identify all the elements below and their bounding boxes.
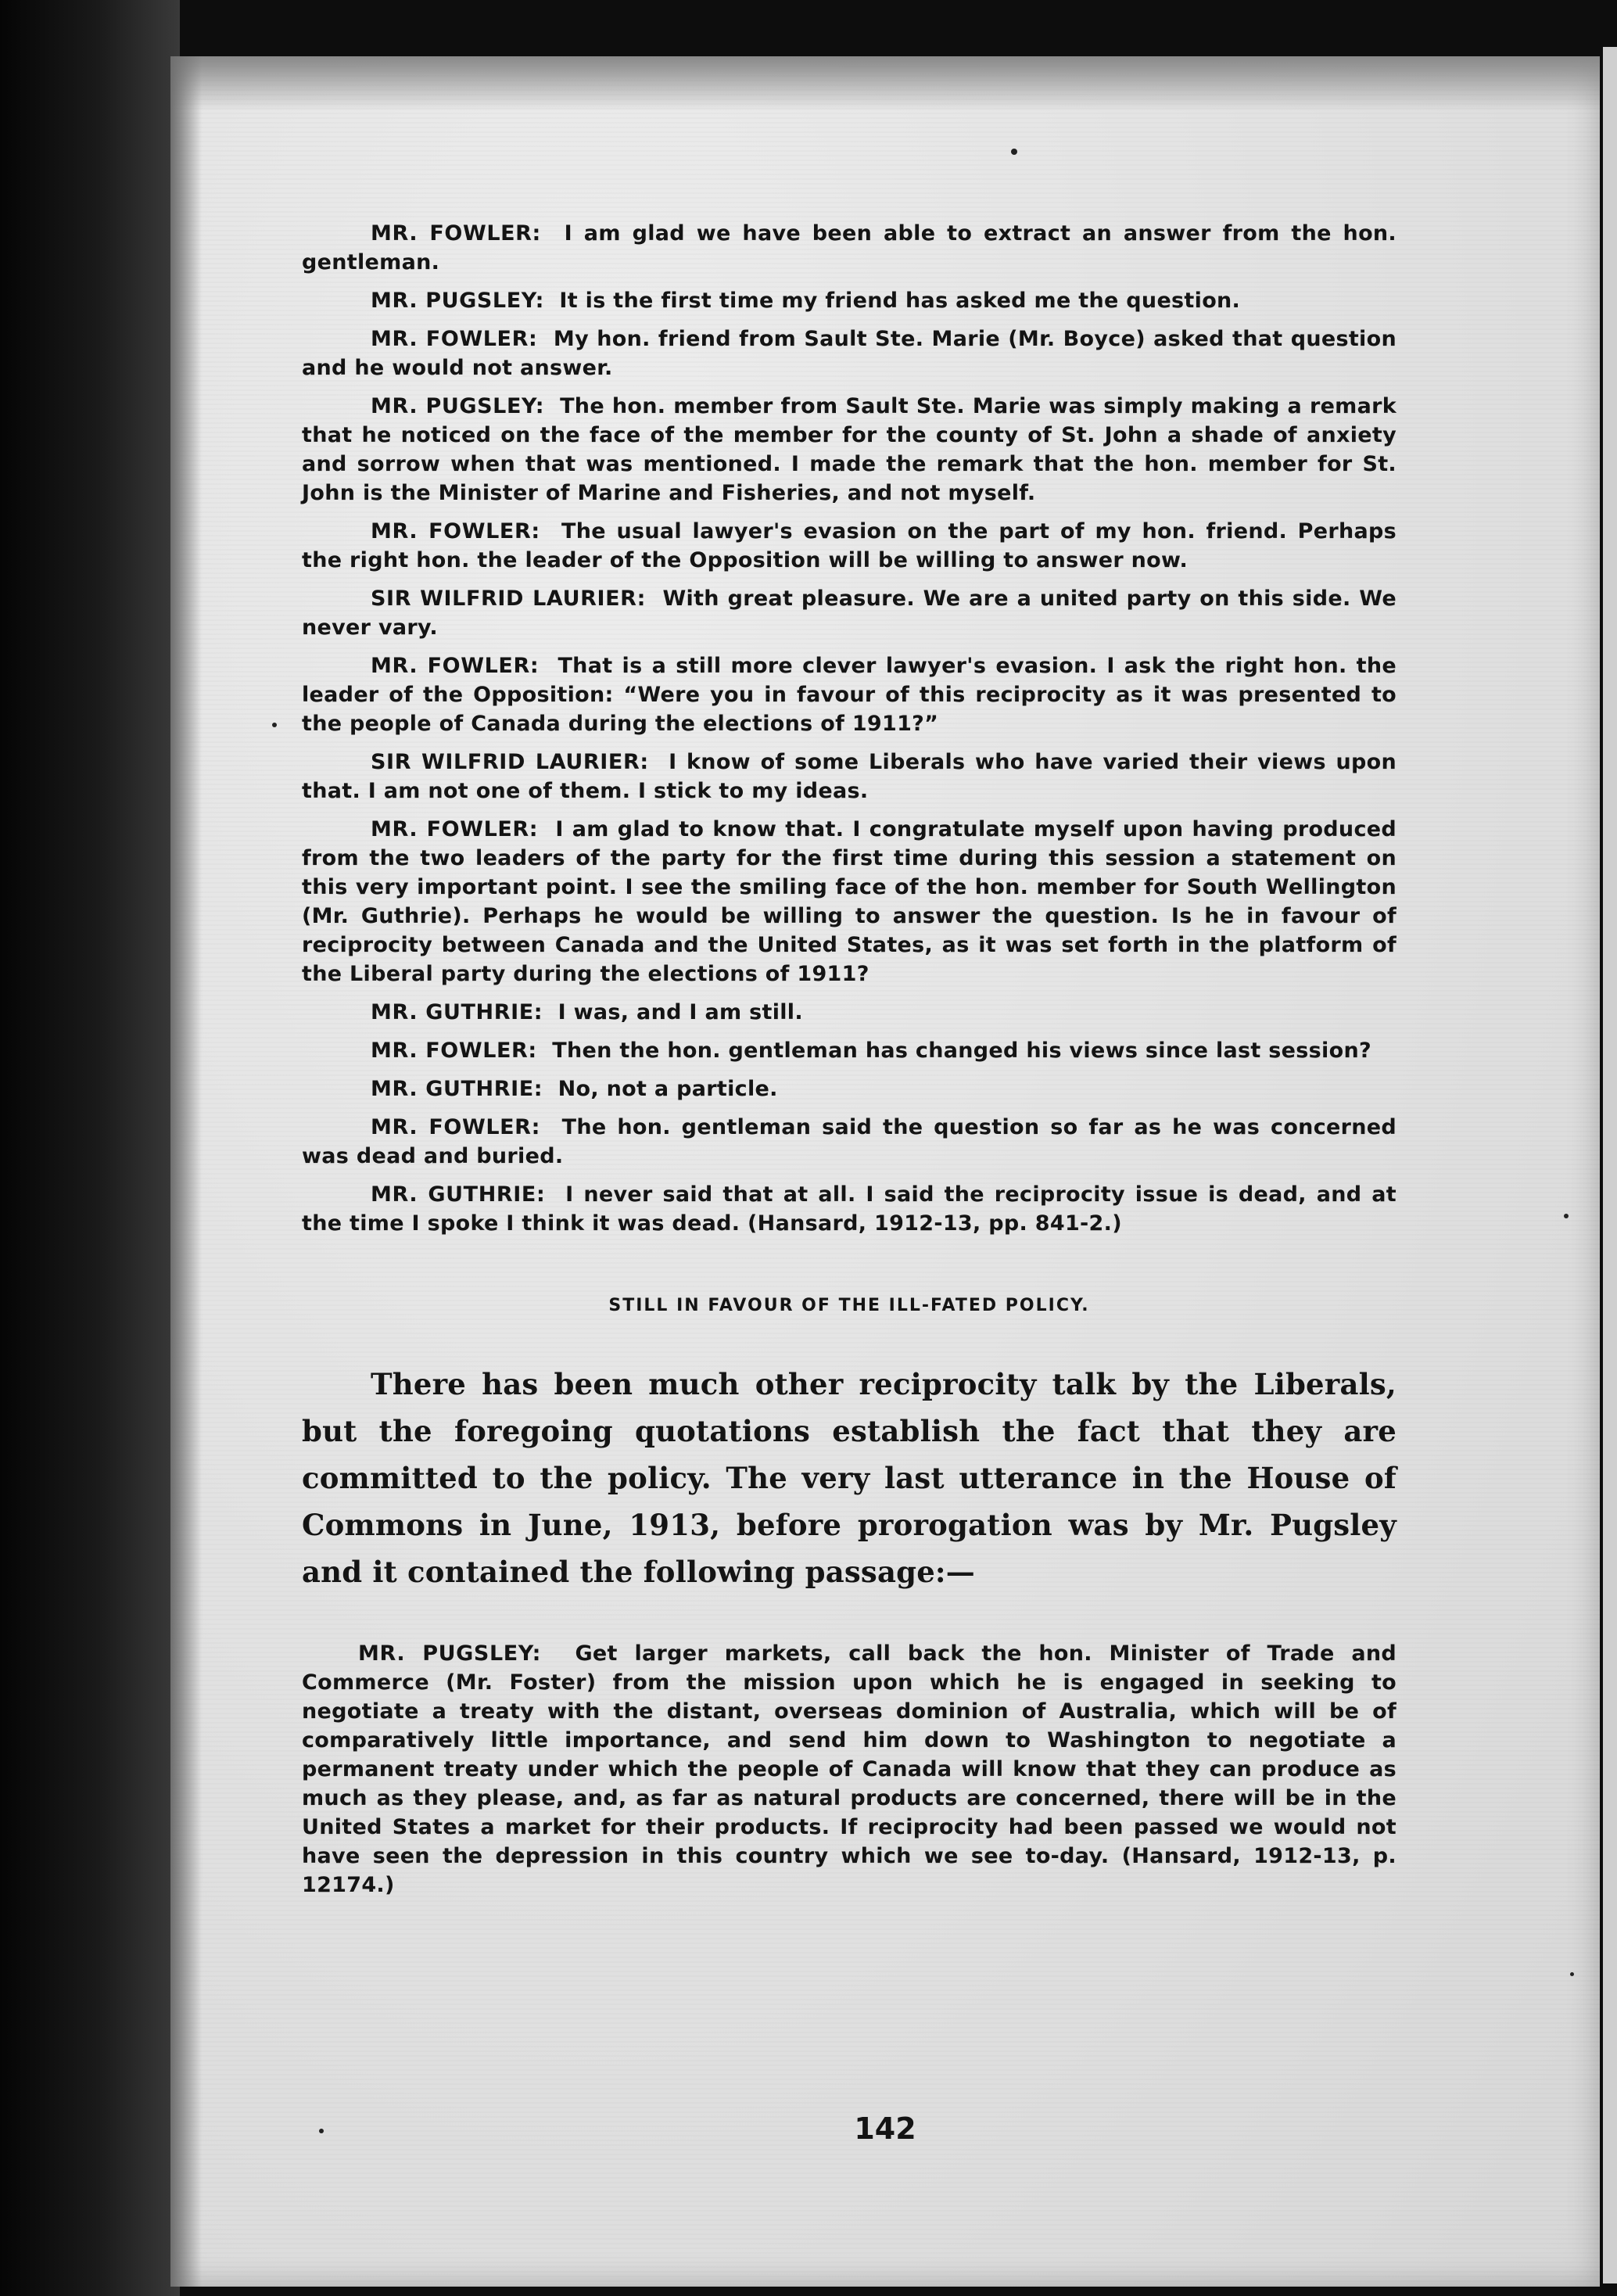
speech-text: The hon. member from Sault Ste. Marie was simply making a remark that he noticed on the face of the member for the county of St. John a shade of anxiety and sorrow when that was mentioned. I made the remark that the hon. member for St. John is the Minister of Marine and Fisheries, and not myself.: [302, 394, 1397, 505]
quoted-passage: [302, 1639, 1396, 1900]
debate-exchange: [302, 392, 1396, 508]
quote-text: Get larger markets, call back the hon. Minister of Trade and Commerce (Mr. Foster) from the mission upon which he is engaged in seeking to negotiate a treaty with the distant, overseas dominion of Australia, which will be of comparatively little importance, and send him down to Washington to negotiate a permanent treaty under which the people of Canada will know that they can produce as much as they please, and, as far as natural products are concerned, there will be in the United States a market for their products. If reciprocity had been passed we would not have seen the depression in this country which we see to-day. (Hansard, 1912-13, p. 12174.): [302, 1641, 1396, 1897]
section-heading: STILL IN FAVOUR OF THE ILL-FATED POLICY.: [608, 1296, 1090, 1315]
speech-text: I am glad to know that. I congratulate myself upon having produced from the two leaders of the party for the first time during this session a statement on this very important point. I see the smiling face of the hon. member for South Wellington (Mr. Guthrie). Perhaps he would be willing to answer the question. Is he in favour of reciprocity between Canada and the United States, as it was set forth in the platform of the Liberal party during the elections of 1911?: [302, 817, 1396, 986]
speech-text: I know of some Liberals who have varied their views upon that. I am not one of them. I stick to my ideas.: [302, 750, 1396, 803]
debate-exchange: [302, 1180, 1396, 1238]
speech-text: I was, and I am still.: [558, 1000, 803, 1024]
speaker-name: MR. GUTHRIE:: [371, 1077, 543, 1101]
debate-exchange: [302, 1074, 1396, 1103]
ink-speck: [272, 723, 277, 727]
debate-exchange: [302, 517, 1396, 575]
speech-text: That is a still more clever lawyer's evasion. I ask the right hon. the leader of the Opposition: “Were you in favour of this reciprocity as it was presented to the people of Canada during the elections of 1911?”: [302, 654, 1397, 736]
ink-speck: [1564, 1214, 1569, 1218]
speech-text: It is the first time my friend has asked me the question.: [559, 289, 1241, 313]
debate-exchange: [302, 219, 1396, 277]
speech-text: I never said that at all. I said the reciprocity issue is dead, and at the time I spoke I think it was dead. (Hansard, 1912-13, pp. 841-2.): [302, 1182, 1396, 1236]
debate-exchange: [302, 815, 1396, 988]
debate-exchange: [302, 286, 1396, 315]
debate-exchange: [302, 584, 1396, 642]
ink-speck: [1570, 1972, 1574, 1976]
speaker-name: SIR WILFRID LAURIER:: [371, 750, 649, 774]
speaker-name: MR. PUGSLEY:: [371, 289, 544, 313]
narrative-paragraph: There has been much other reciprocity talk by the Liberals, but the foregoing quotations establish the fact that they are committed to the policy. The very last utterance in the House of Commons in June, 1913, before prorogation was by Mr. Pugsley and it contained the following passage:—: [302, 1367, 1396, 1589]
speaker-name: MR. FOWLER:: [371, 817, 539, 841]
debate-exchange: [302, 998, 1396, 1027]
speech-text: Then the hon. gentleman has changed his views since last session?: [552, 1039, 1371, 1063]
page-top-shadow: [170, 56, 1600, 111]
debate-exchange: [302, 748, 1396, 805]
scan-left-margin: [0, 0, 180, 2296]
speaker-name: MR. PUGSLEY:: [358, 1641, 542, 1666]
debate-exchange: [302, 651, 1396, 738]
speech-text: The usual lawyer's evasion on the part of my hon. friend. Perhaps the right hon. the leader of the Opposition will be willing to answer now.: [302, 519, 1397, 572]
speaker-name: MR. FOWLER:: [371, 519, 540, 544]
speech-text: My hon. friend from Sault Ste. Marie (Mr. Boyce) asked that question and he would not answer.: [302, 327, 1396, 380]
debate-exchange: [302, 1113, 1396, 1171]
debate-exchange: [302, 325, 1396, 382]
speaker-name: SIR WILFRID LAURIER:: [371, 587, 646, 611]
ink-speck: [1011, 149, 1017, 155]
speech-text: I am glad we have been able to extract an answer from the hon. gentleman.: [302, 221, 1396, 274]
page-number: 142: [854, 2111, 916, 2146]
document-page: [170, 56, 1600, 2287]
speaker-name: MR. GUTHRIE:: [371, 1000, 543, 1024]
page-content: [302, 219, 1396, 1900]
speech-text: The hon. gentleman said the question so far as he was concerned was dead and buried.: [302, 1115, 1396, 1168]
speaker-name: MR. FOWLER:: [371, 221, 541, 246]
speaker-name: MR. FOWLER:: [371, 1115, 540, 1139]
speaker-name: MR. FOWLER:: [371, 654, 540, 678]
speech-text: No, not a particle.: [558, 1077, 778, 1101]
speech-text: With great pleasure. We are a united party on this side. We never vary.: [302, 587, 1396, 640]
scan-right-edge: [1603, 47, 1617, 2283]
debate-exchange: [302, 1036, 1396, 1065]
speaker-name: MR. GUTHRIE:: [371, 1182, 546, 1207]
speaker-name: MR. FOWLER:: [371, 327, 538, 351]
page-left-shadow: [170, 56, 202, 2287]
speaker-name: MR. FOWLER:: [371, 1039, 537, 1063]
speaker-name: MR. PUGSLEY:: [371, 394, 545, 418]
